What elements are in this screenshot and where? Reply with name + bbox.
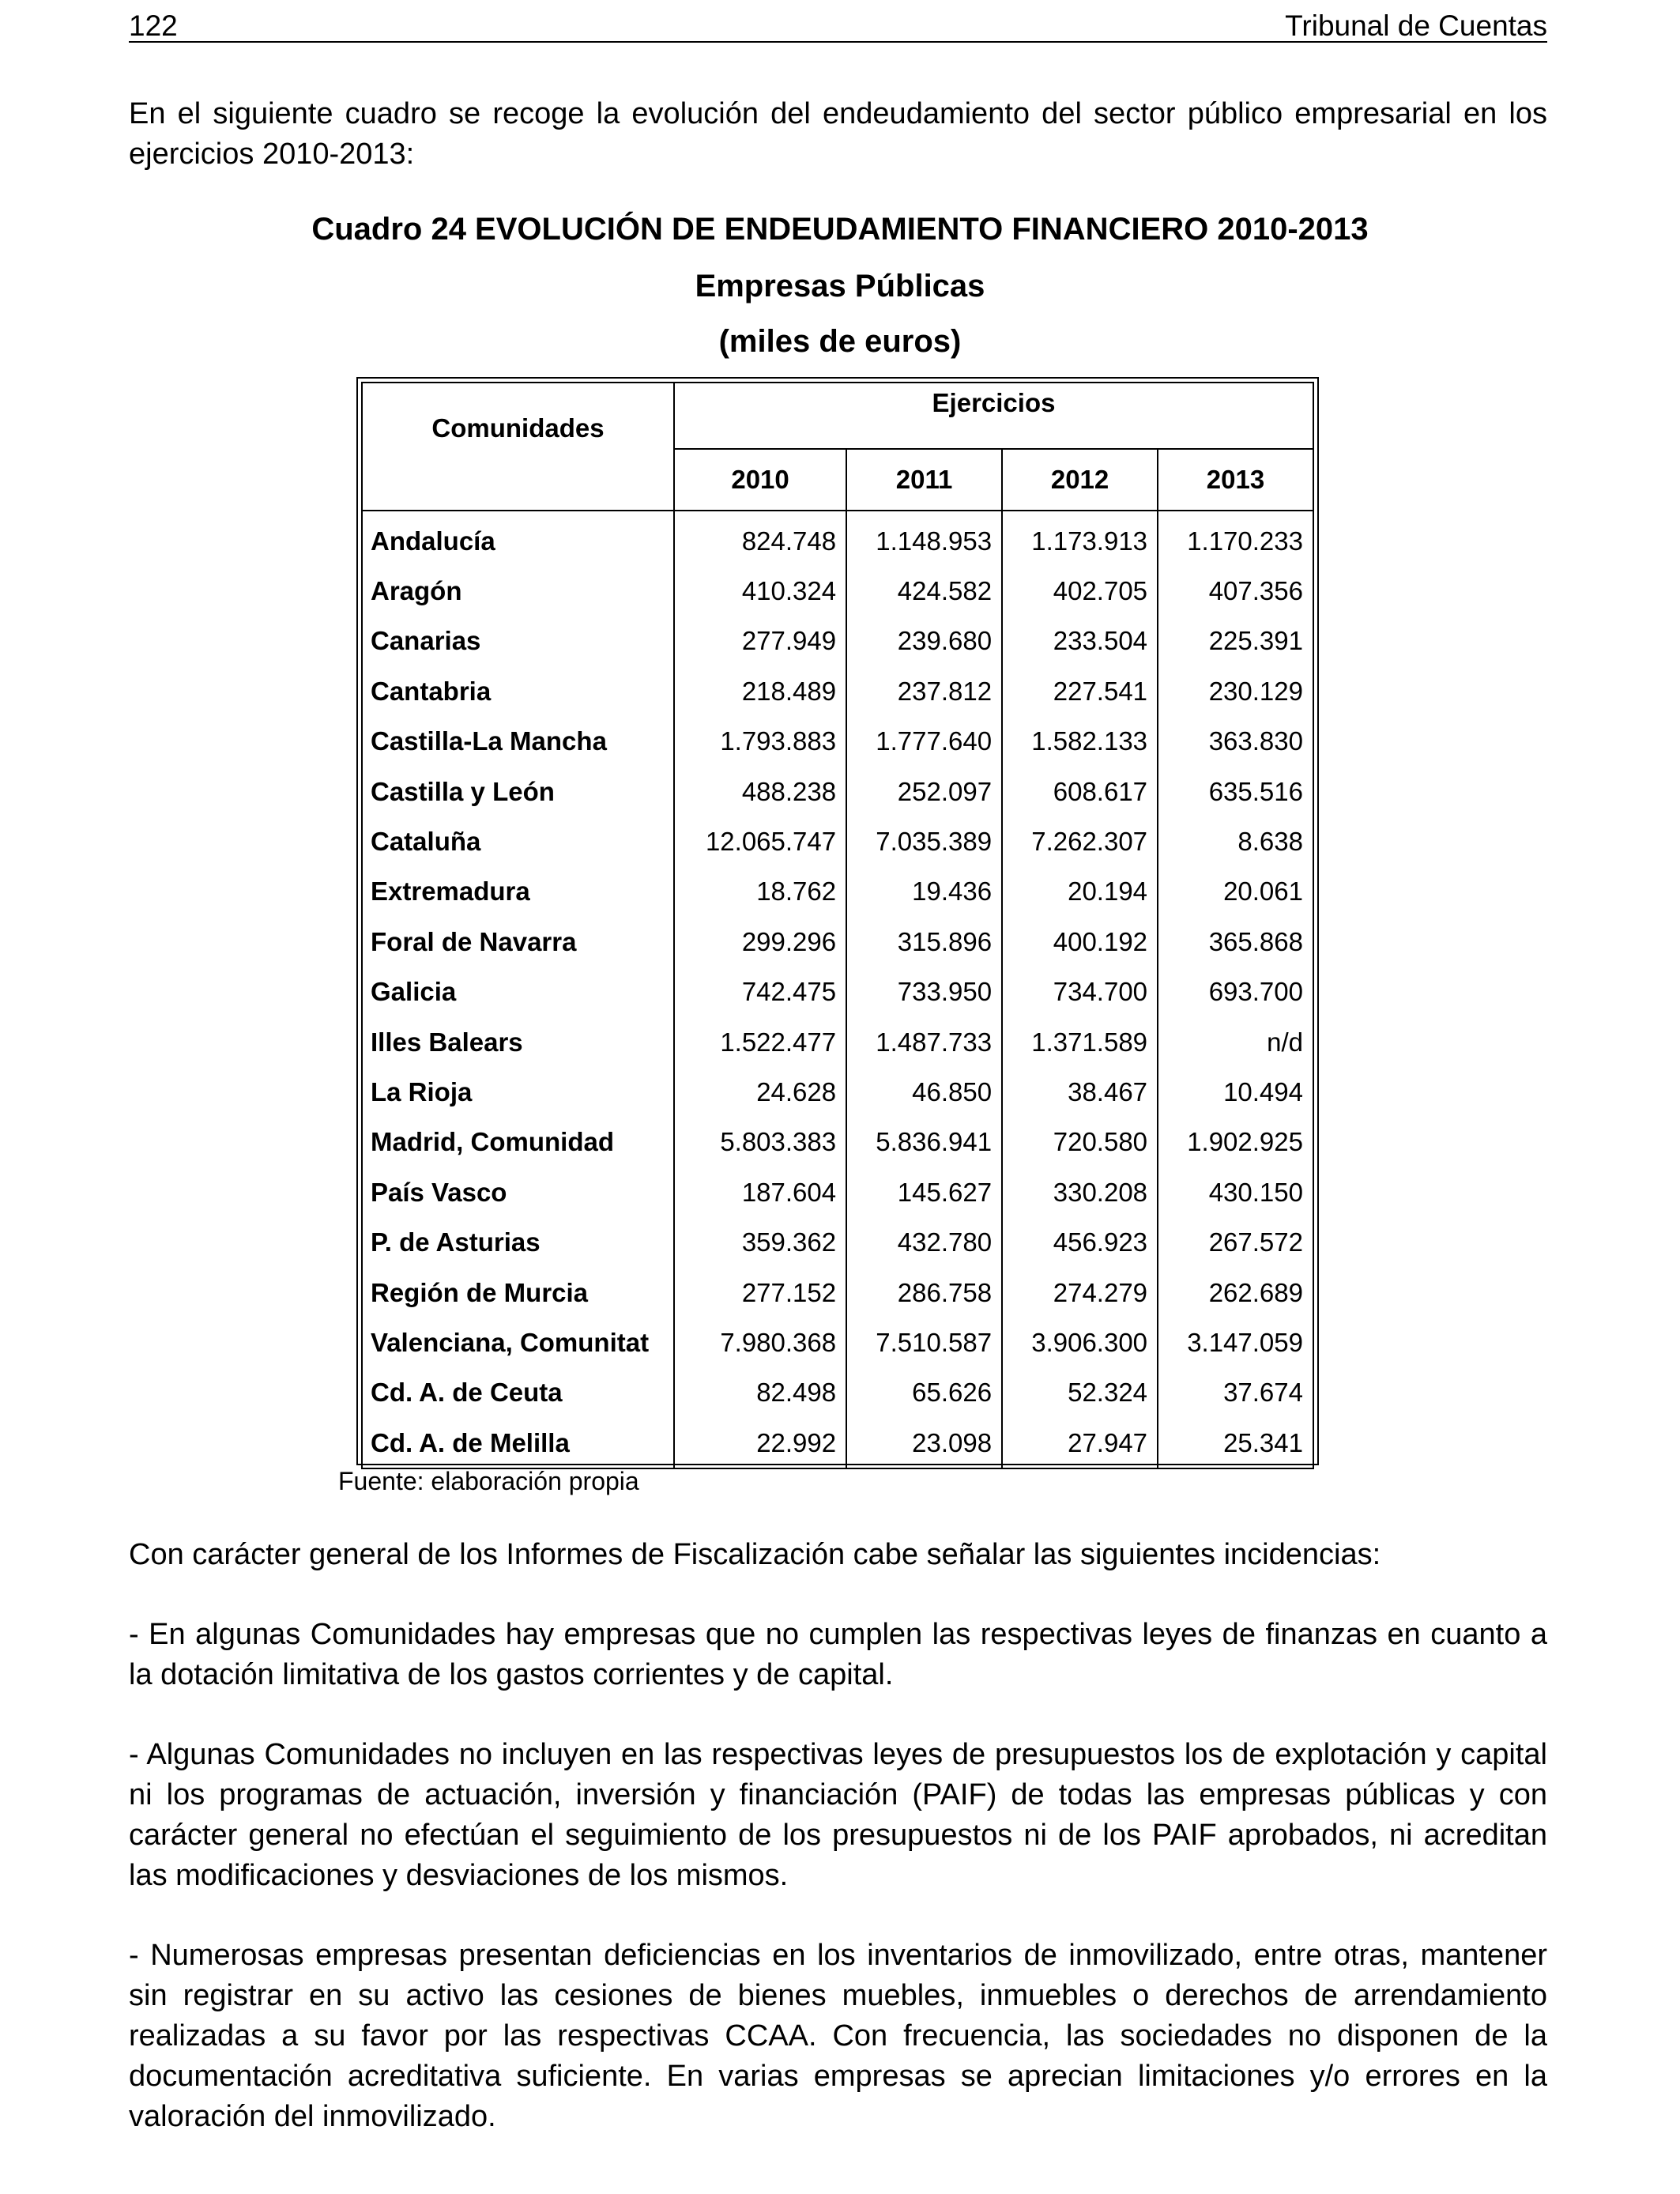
value-cell: 430.150 bbox=[1158, 1167, 1313, 1217]
community-name: La Rioja bbox=[362, 1067, 674, 1117]
value-cell: 1.793.883 bbox=[674, 717, 846, 767]
value-cell: 227.541 bbox=[1002, 666, 1158, 716]
value-cell: 239.680 bbox=[846, 616, 1002, 666]
table-row bbox=[362, 1167, 1313, 1217]
value-cell: 720.580 bbox=[1002, 1118, 1158, 1167]
table-row bbox=[362, 1268, 1313, 1318]
body-paragraph-1: Con carácter general de los Informes de Fiscalización cabe señalar las siguientes incidencias: bbox=[129, 1538, 1381, 1571]
table-row bbox=[362, 1118, 1313, 1167]
table-row bbox=[362, 717, 1313, 767]
value-cell: 225.391 bbox=[1158, 616, 1313, 666]
value-cell: 402.705 bbox=[1002, 566, 1158, 616]
value-cell: 20.194 bbox=[1002, 867, 1158, 917]
value-cell: 3.147.059 bbox=[1158, 1318, 1313, 1367]
table-row bbox=[362, 616, 1313, 666]
community-name: País Vasco bbox=[362, 1167, 674, 1217]
table-row bbox=[362, 1418, 1313, 1468]
page-header bbox=[129, 6, 1547, 43]
community-name: Valenciana, Comunitat bbox=[362, 1318, 674, 1367]
community-name: Foral de Navarra bbox=[362, 917, 674, 967]
value-cell: 456.923 bbox=[1002, 1217, 1158, 1267]
value-cell: 27.947 bbox=[1002, 1418, 1158, 1468]
body-paragraph-3: - Algunas Comunidades no incluyen en las respectivas leyes de presupuestos los de explotación y capital ni los programas de actuación, inversión y financiación (PAIF) de todas las empresas públicas y con carácter general no efectúan el seguimiento de los presupuestos ni de los PAIF aprobados, ni acreditan las modificaciones y desviaciones de los mismos. bbox=[129, 1738, 1547, 1892]
value-cell: 145.627 bbox=[846, 1167, 1002, 1217]
table-row bbox=[362, 967, 1313, 1017]
value-cell: 12.065.747 bbox=[674, 816, 846, 866]
value-cell: n/d bbox=[1158, 1017, 1313, 1067]
value-cell: 330.208 bbox=[1002, 1167, 1158, 1217]
value-cell: 299.296 bbox=[674, 917, 846, 967]
value-cell: 24.628 bbox=[674, 1067, 846, 1117]
running-title: Tribunal de Cuentas bbox=[1285, 9, 1547, 42]
column-header-year: 2010 bbox=[674, 449, 846, 511]
table-row bbox=[362, 1067, 1313, 1117]
value-cell: 277.152 bbox=[674, 1268, 846, 1318]
community-name: Aragón bbox=[362, 566, 674, 616]
value-cell: 22.992 bbox=[674, 1418, 846, 1468]
value-cell: 742.475 bbox=[674, 967, 846, 1017]
table-row bbox=[362, 1217, 1313, 1267]
column-header-year: 2013 bbox=[1158, 449, 1313, 511]
value-cell: 23.098 bbox=[846, 1418, 1002, 1468]
table-row bbox=[362, 1017, 1313, 1067]
value-cell: 432.780 bbox=[846, 1217, 1002, 1267]
table-row bbox=[362, 1368, 1313, 1418]
body-paragraph-2: - En algunas Comunidades hay empresas que no cumplen las respectivas leyes de finanzas en cuanto a la dotación limitativa de los gastos corrientes y de capital. bbox=[129, 1618, 1547, 1691]
value-cell: 359.362 bbox=[674, 1217, 846, 1267]
value-cell: 7.035.389 bbox=[846, 816, 1002, 866]
table-row bbox=[362, 917, 1313, 967]
value-cell: 18.762 bbox=[674, 867, 846, 917]
value-cell: 5.836.941 bbox=[846, 1118, 1002, 1167]
value-cell: 410.324 bbox=[674, 566, 846, 616]
value-cell: 3.906.300 bbox=[1002, 1318, 1158, 1367]
value-cell: 1.371.589 bbox=[1002, 1017, 1158, 1067]
page-number: 122 bbox=[129, 9, 178, 42]
value-cell: 693.700 bbox=[1158, 967, 1313, 1017]
value-cell: 608.617 bbox=[1002, 767, 1158, 816]
value-cell: 274.279 bbox=[1002, 1268, 1158, 1318]
value-cell: 1.170.233 bbox=[1158, 511, 1313, 566]
community-name: Galicia bbox=[362, 967, 674, 1017]
value-cell: 365.868 bbox=[1158, 917, 1313, 967]
value-cell: 277.949 bbox=[674, 616, 846, 666]
table-row bbox=[362, 1318, 1313, 1367]
value-cell: 7.980.368 bbox=[674, 1318, 846, 1367]
value-cell: 46.850 bbox=[846, 1067, 1002, 1117]
community-name: Canarias bbox=[362, 616, 674, 666]
column-group-ejercicios: Ejercicios bbox=[674, 383, 1313, 449]
body-paragraph-4: - Numerosas empresas presentan deficiencias en los inventarios de inmovilizado, entre otras, mantener sin registrar en su activo las cesiones de bienes muebles, inmuebles o derechos de arrendamiento realizadas a su favor por las respectivas CCAA. Con frecuencia, las sociedades no disponen de la documentación acreditativa suficiente. En varias empresas se aprecian limitaciones y/o errores en la valoración del inmovilizado. bbox=[129, 1939, 1547, 2133]
value-cell: 52.324 bbox=[1002, 1368, 1158, 1418]
value-cell: 20.061 bbox=[1158, 867, 1313, 917]
table-source-note: Fuente: elaboración propia bbox=[338, 1467, 639, 1495]
value-cell: 252.097 bbox=[846, 767, 1002, 816]
value-cell: 824.748 bbox=[674, 511, 846, 566]
table-row bbox=[362, 666, 1313, 716]
value-cell: 1.902.925 bbox=[1158, 1118, 1313, 1167]
table-row bbox=[362, 816, 1313, 866]
value-cell: 1.148.953 bbox=[846, 511, 1002, 566]
value-cell: 7.262.307 bbox=[1002, 816, 1158, 866]
value-cell: 25.341 bbox=[1158, 1418, 1313, 1468]
value-cell: 7.510.587 bbox=[846, 1318, 1002, 1367]
community-name: Cd. A. de Melilla bbox=[362, 1418, 674, 1468]
value-cell: 1.777.640 bbox=[846, 717, 1002, 767]
community-name: Cantabria bbox=[362, 666, 674, 716]
value-cell: 218.489 bbox=[674, 666, 846, 716]
table-row bbox=[362, 767, 1313, 816]
column-header-comunidades: Comunidades bbox=[362, 383, 674, 511]
value-cell: 8.638 bbox=[1158, 816, 1313, 866]
community-name: Andalucía bbox=[362, 511, 674, 566]
value-cell: 1.522.477 bbox=[674, 1017, 846, 1067]
table-row bbox=[362, 511, 1313, 566]
debt-table bbox=[361, 382, 1314, 1469]
value-cell: 635.516 bbox=[1158, 767, 1313, 816]
value-cell: 734.700 bbox=[1002, 967, 1158, 1017]
value-cell: 400.192 bbox=[1002, 917, 1158, 967]
intro-paragraph: En el siguiente cuadro se recoge la evolución del endeudamiento del sector público empresarial en los ejercicios 2010-2013: bbox=[129, 97, 1547, 171]
value-cell: 1.173.913 bbox=[1002, 511, 1158, 566]
value-cell: 5.803.383 bbox=[674, 1118, 846, 1167]
value-cell: 363.830 bbox=[1158, 717, 1313, 767]
community-name: Extremadura bbox=[362, 867, 674, 917]
value-cell: 233.504 bbox=[1002, 616, 1158, 666]
value-cell: 407.356 bbox=[1158, 566, 1313, 616]
value-cell: 262.689 bbox=[1158, 1268, 1313, 1318]
value-cell: 19.436 bbox=[846, 867, 1002, 917]
community-name: Illes Balears bbox=[362, 1017, 674, 1067]
value-cell: 733.950 bbox=[846, 967, 1002, 1017]
column-header-year: 2012 bbox=[1002, 449, 1158, 511]
community-name: Cataluña bbox=[362, 816, 674, 866]
value-cell: 187.604 bbox=[674, 1167, 846, 1217]
value-cell: 1.487.733 bbox=[846, 1017, 1002, 1067]
table-row bbox=[362, 566, 1313, 616]
community-name: P. de Asturias bbox=[362, 1217, 674, 1267]
value-cell: 424.582 bbox=[846, 566, 1002, 616]
value-cell: 488.238 bbox=[674, 767, 846, 816]
community-name: Región de Murcia bbox=[362, 1268, 674, 1318]
table-row bbox=[362, 867, 1313, 917]
column-header-year: 2011 bbox=[846, 449, 1002, 511]
table-subtitle: Empresas Públicas bbox=[695, 269, 985, 303]
community-name: Castilla y León bbox=[362, 767, 674, 816]
table-units: (miles de euros) bbox=[718, 324, 962, 359]
value-cell: 38.467 bbox=[1002, 1067, 1158, 1117]
value-cell: 82.498 bbox=[674, 1368, 846, 1418]
community-name: Cd. A. de Ceuta bbox=[362, 1368, 674, 1418]
table-frame bbox=[356, 377, 1319, 1465]
community-name: Madrid, Comunidad bbox=[362, 1118, 674, 1167]
value-cell: 230.129 bbox=[1158, 666, 1313, 716]
value-cell: 237.812 bbox=[846, 666, 1002, 716]
value-cell: 286.758 bbox=[846, 1268, 1002, 1318]
community-name: Castilla-La Mancha bbox=[362, 717, 674, 767]
value-cell: 315.896 bbox=[846, 917, 1002, 967]
table-title: Cuadro 24 EVOLUCIÓN DE ENDEUDAMIENTO FINANCIERO 2010-2013 bbox=[311, 212, 1369, 247]
value-cell: 37.674 bbox=[1158, 1368, 1313, 1418]
value-cell: 267.572 bbox=[1158, 1217, 1313, 1267]
value-cell: 65.626 bbox=[846, 1368, 1002, 1418]
value-cell: 1.582.133 bbox=[1002, 717, 1158, 767]
value-cell: 10.494 bbox=[1158, 1067, 1313, 1117]
